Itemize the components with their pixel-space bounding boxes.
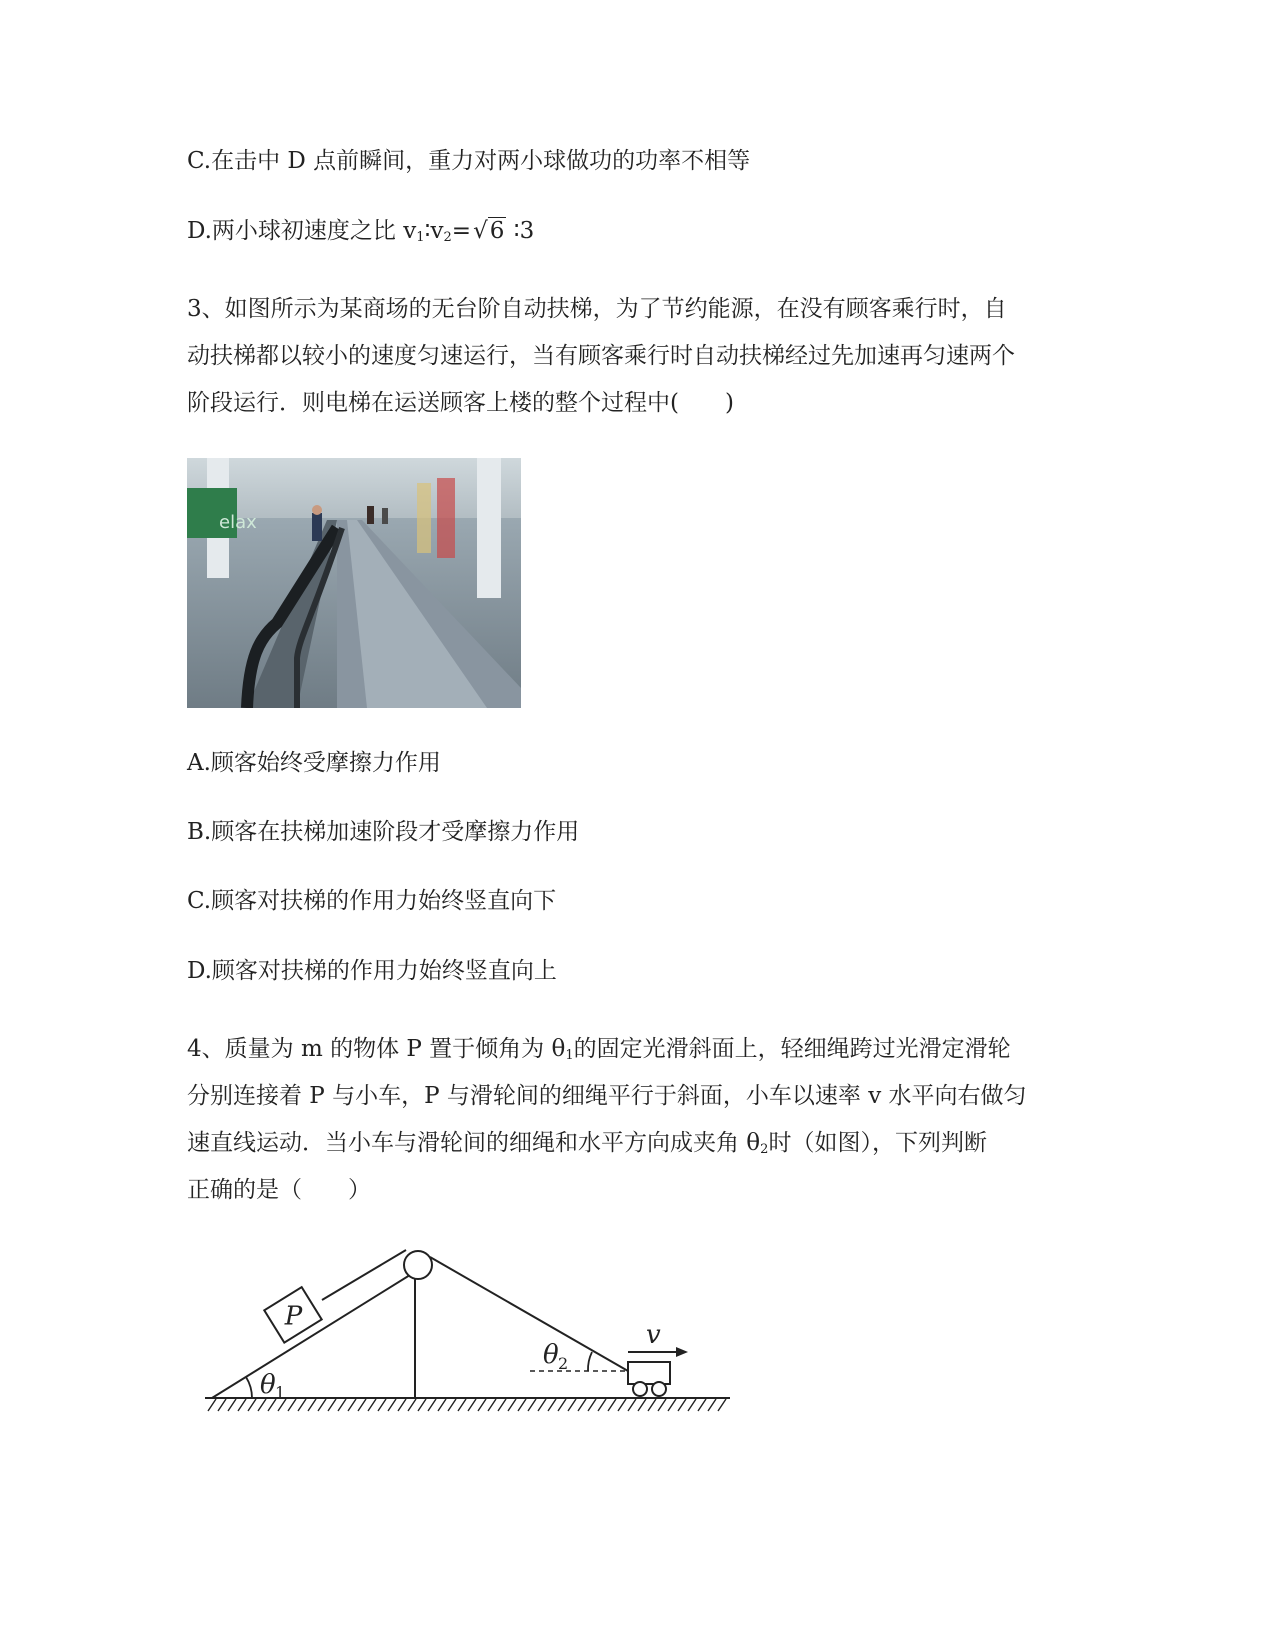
q3-option-a: A.顾客始终受摩擦力作用 (187, 750, 441, 776)
q4-stem-line4: 正确的是（ ） (187, 1177, 371, 1203)
velocity-label: v (646, 1320, 661, 1350)
velocity-arrowhead (676, 1347, 688, 1357)
pulley-wheel (404, 1251, 432, 1279)
q3-stem-line2: 动扶梯都以较小的速度匀速运行，当有顾客乘行时自动扶梯经过先加速再匀速两个 (187, 343, 1015, 369)
rope-pulley-to-cart (430, 1257, 628, 1371)
q4-stem-line1-a: 4、质量为 m 的物体 P 置于倾角为 θ (187, 1036, 566, 1062)
q3-option-d: D.顾客对扶梯的作用力始终竖直向上 (187, 958, 557, 984)
rope-p-to-pulley (322, 1250, 406, 1300)
block-p-label: P (284, 1301, 303, 1332)
q4-stem-line3-a: 速直线运动．当小车与滑轮间的细绳和水平方向成夹角 θ (187, 1130, 761, 1156)
q3-stem-line3: 阶段运行．则电梯在运送顾客上楼的整个过程中( ) (187, 390, 734, 416)
q3-option-b: B.顾客在扶梯加速阶段才受摩擦力作用 (187, 819, 580, 845)
escalator-photo-art (187, 458, 521, 708)
theta1-arc (246, 1377, 252, 1398)
escalator-photo (187, 458, 521, 708)
cart-wheel-left (633, 1382, 647, 1396)
q3-option-c: C.顾客对扶梯的作用力始终竖直向下 (187, 888, 557, 914)
q2-option-d-sub2: 2 (443, 230, 452, 245)
q4-stem-line3-b: 时（如图），下列判断 (768, 1130, 987, 1156)
q2-option-d-suffix: ∶3 (506, 218, 535, 244)
photo-sign-text: elax (219, 512, 257, 533)
q4-stem-line1 (187, 1034, 1011, 1071)
theta2-label: θ (543, 1340, 559, 1370)
incline-surface (212, 1270, 418, 1398)
theta2-arc (588, 1352, 592, 1371)
q4-stem-line2: 分别连接着 P 与小车，P 与滑轮间的细绳平行于斜面，小车以速率 v 水平向右做匀 (187, 1083, 1027, 1109)
q2-option-d-eq: = (451, 218, 472, 244)
cart-body (628, 1362, 670, 1384)
sqrt-symbol: √6 (473, 218, 505, 244)
q2-option-d-radicand: 6 (489, 218, 505, 244)
cart-wheel-right (652, 1382, 666, 1396)
q4-stem-line3-sub: 2 (760, 1142, 769, 1157)
theta1-sub: 1 (275, 1383, 286, 1402)
q2-option-d-prefix: D.两小球初速度之比 v (187, 218, 417, 244)
q4-stem-line3 (187, 1128, 987, 1165)
incline-pulley-svg (200, 1235, 750, 1435)
q2-option-c: C.在击中 D 点前瞬间，重力对两小球做功的功率不相等 (187, 148, 751, 174)
q3-stem-line1: 3、如图所示为某商场的无台阶自动扶梯，为了节约能源，在没有顾客乘行时，自 (187, 296, 1007, 322)
q4-stem-line1-sub: 1 (565, 1048, 574, 1063)
q2-option-d-colon: ∶v (424, 218, 444, 244)
theta2-sub: 2 (558, 1354, 569, 1373)
ground-hatching (208, 1399, 726, 1411)
q2-option-d (187, 216, 534, 253)
theta1-label: θ (260, 1370, 276, 1400)
incline-pulley-diagram (200, 1235, 750, 1435)
q4-stem-line1-b: 的固定光滑斜面上，轻细绳跨过光滑定滑轮 (573, 1036, 1011, 1062)
q2-option-d-sub1: 1 (416, 230, 425, 245)
